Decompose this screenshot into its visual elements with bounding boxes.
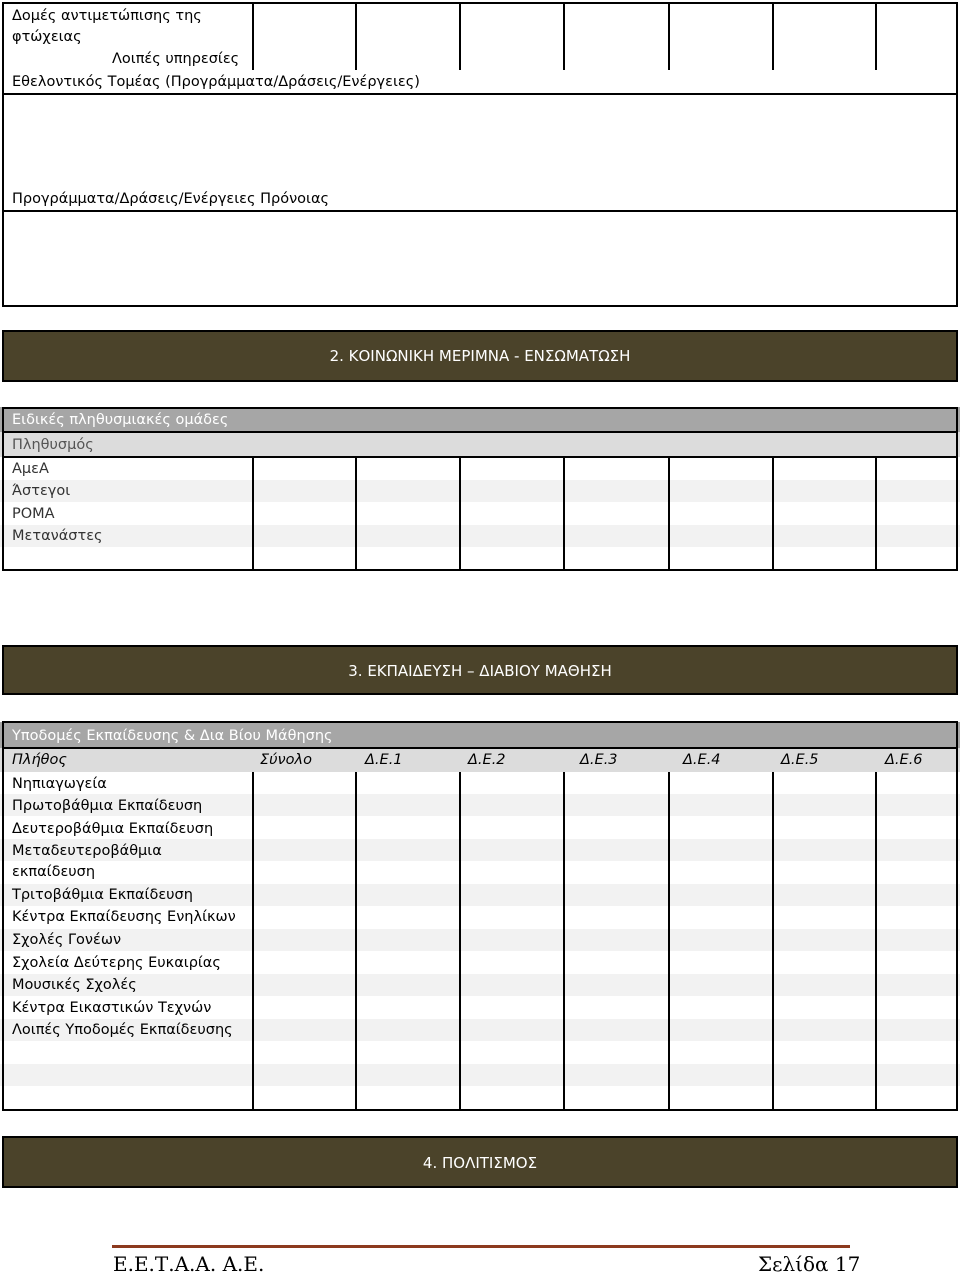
education-row: Πρωτοβάθμια Εκπαίδευση (12, 798, 203, 814)
education-row: Δευτεροβάθμια Εκπαίδευση (12, 821, 214, 837)
group-row: ΑμεΑ (12, 461, 49, 477)
column-header-de1: Δ.Ε.1 (365, 752, 403, 768)
footer-page-number: Σελίδα 17 (758, 1252, 861, 1276)
column-header-de3: Δ.Ε.3 (580, 752, 618, 768)
group-row: ΡΟΜΑ (12, 506, 55, 522)
volunteer-sector-heading: Εθελοντικός Τομέας (Προγράμματα/Δράσεις/Ενέργειες) (12, 74, 420, 90)
footer-organization: Ε.Ε.Τ.Α.Α. Α.Ε. (113, 1252, 265, 1276)
section-2-header (2, 330, 958, 382)
group-row: Μετανάστες (12, 528, 103, 544)
section-3-header (2, 645, 958, 695)
row-poverty-structures-line1: Δομές αντιμετώπισης της (12, 8, 202, 24)
row-other-services: Λοιπές υπηρεσίες (112, 51, 240, 67)
education-row: Κέντρα Εκπαίδευσης Ενηλίκων (12, 909, 236, 925)
column-header-de4: Δ.Ε.4 (683, 752, 721, 768)
welfare-programs-heading: Προγράμματα/Δράσεις/Ενέργειες Πρόνοιας (12, 191, 330, 207)
special-groups-title: Ειδικές πληθυσμιακές ομάδες (12, 412, 229, 428)
group-row: Άστεγοι (12, 483, 71, 499)
column-header-de2: Δ.Ε.2 (468, 752, 506, 768)
education-row: Λοιπές Υποδομές Εκπαίδευσης (12, 1022, 233, 1038)
education-row: Σχολές Γονέων (12, 932, 122, 948)
education-row: Μουσικές Σχολές (12, 977, 137, 993)
education-row: Νηπιαγωγεία (12, 776, 107, 792)
section-4-header (2, 1136, 958, 1188)
row-poverty-structures-line2: φτώχειας (12, 29, 82, 45)
education-table-title: Υποδομές Εκπαίδευσης & Δια Βίου Μάθησης (12, 728, 333, 744)
section-4-title: 4. ΠΟΛΙΤΙΣΜΟΣ (422, 1154, 538, 1172)
column-header-total: Σύνολο (260, 752, 312, 768)
column-header-count: Πλήθος (12, 752, 67, 768)
education-row: Μεταδευτεροβάθμια (12, 843, 162, 859)
column-header-de5: Δ.Ε.5 (781, 752, 819, 768)
education-row: Σχολεία Δεύτερης Ευκαιρίας (12, 955, 221, 971)
column-header-de6: Δ.Ε.6 (885, 752, 923, 768)
footer-rule (112, 1245, 850, 1248)
education-row: Κέντρα Εικαστικών Τεχνών (12, 1000, 212, 1016)
education-row: εκπαίδευση (12, 864, 96, 880)
section-2-title: 2. ΚΟΙΝΩΝΙΚΗ ΜΕΡΙΜΝΑ - ΕΝΣΩΜΑΤΩΣΗ (329, 347, 631, 365)
education-row: Τριτοβάθμια Εκπαίδευση (12, 887, 193, 903)
population-label: Πληθυσμός (12, 437, 94, 453)
section-3-title: 3. ΕΚΠΑΙΔΕΥΣΗ – ΔΙΑΒΙΟΥ ΜΑΘΗΣΗ (348, 662, 612, 680)
